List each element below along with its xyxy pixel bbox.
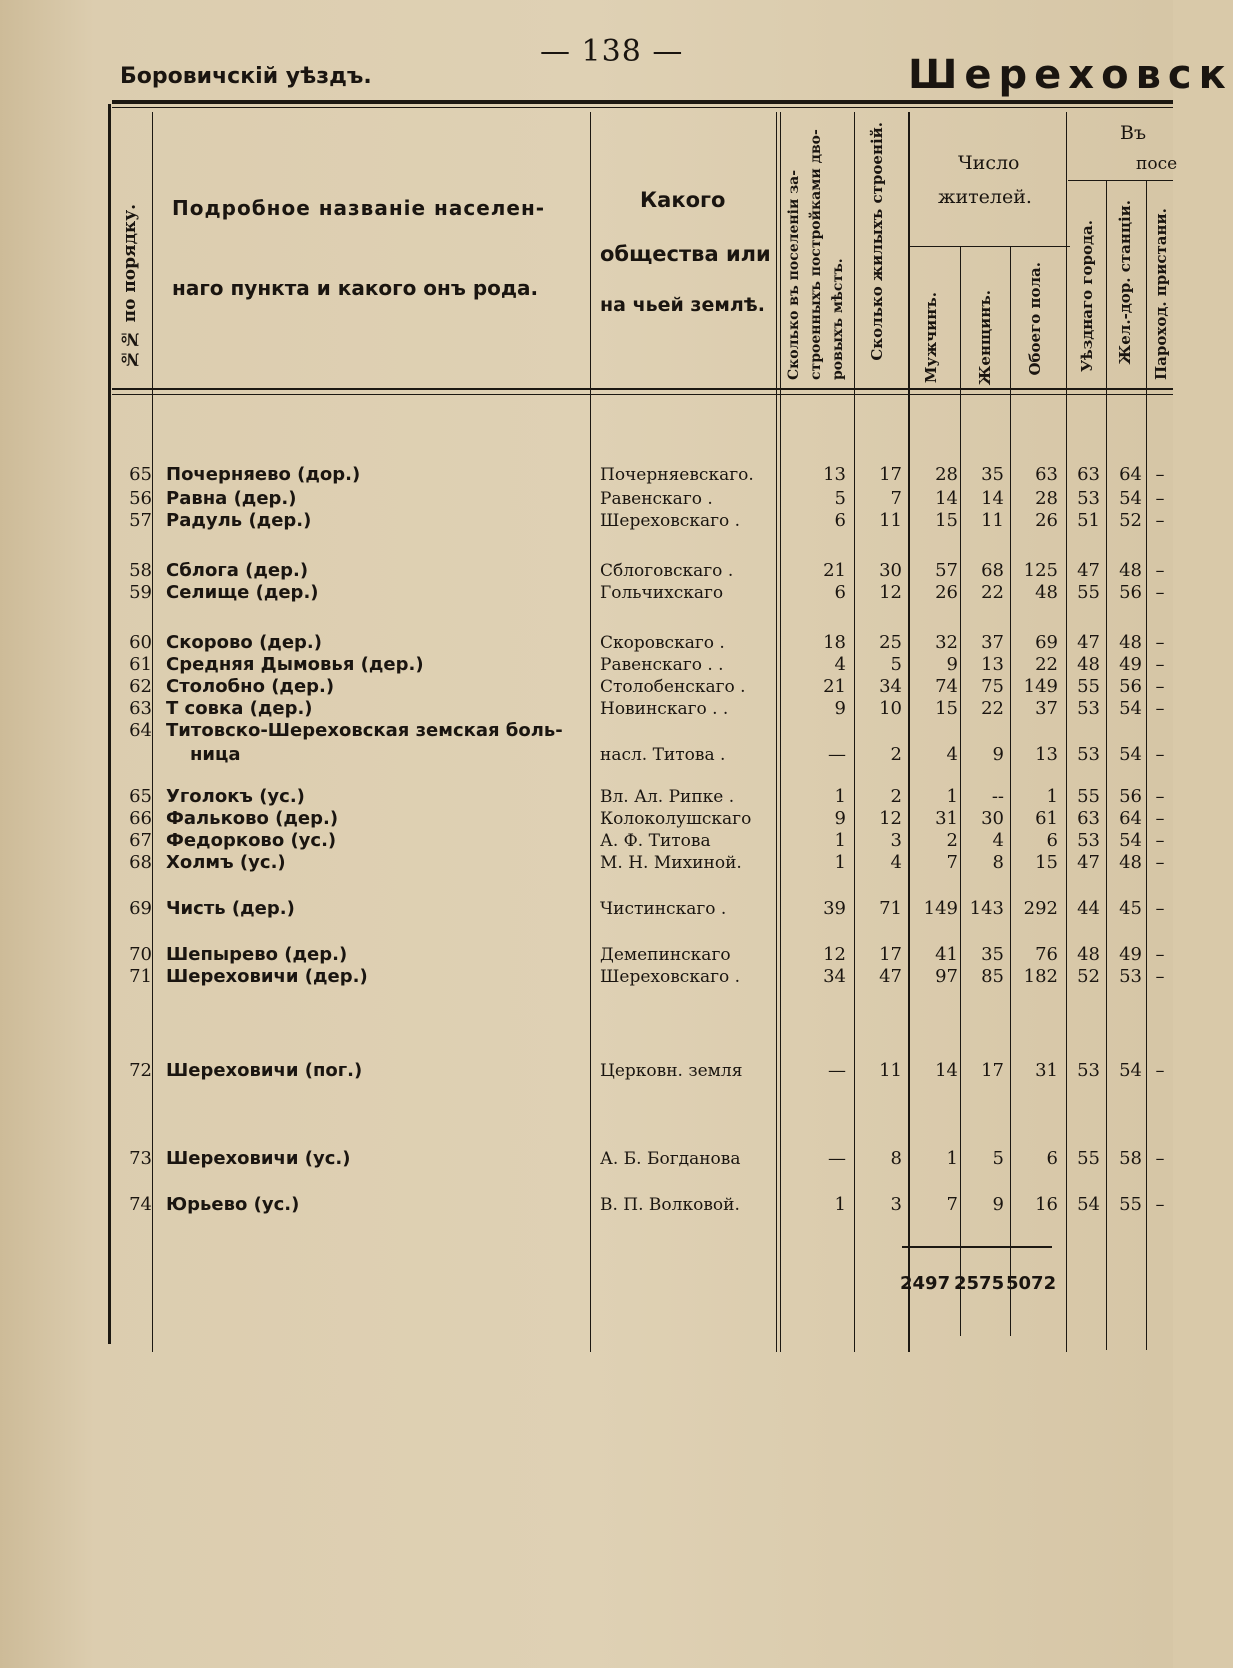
row-rail-distance: 56 <box>1119 676 1142 697</box>
row-male: 32 <box>935 632 958 653</box>
row-plots: 4 <box>834 654 846 675</box>
row-both: 26 <box>1035 510 1058 531</box>
row-rail-distance: 64 <box>1119 808 1142 829</box>
header-name-line1: Подробное названіе населен- <box>172 196 546 220</box>
row-female: 17 <box>981 1060 1004 1081</box>
row-both: 76 <box>1035 944 1058 965</box>
row-settlement-name: Т совка (дер.) <box>166 698 313 719</box>
row-both: 31 <box>1035 1060 1058 1081</box>
table-row <box>0 654 1173 676</box>
row-both: 28 <box>1035 488 1058 509</box>
row-town-distance: 53 <box>1077 744 1100 765</box>
row-female: 9 <box>992 1194 1004 1215</box>
header-distance-line2: посе <box>1136 154 1178 174</box>
row-society: В. П. Волковой. <box>600 1195 740 1215</box>
row-pier-distance: – <box>1155 944 1165 965</box>
row-plots: 1 <box>834 830 846 851</box>
row-buildings: 12 <box>879 808 902 829</box>
row-female: 35 <box>981 944 1004 965</box>
row-female: 35 <box>981 464 1004 485</box>
row-male: 4 <box>946 744 958 765</box>
row-both: 292 <box>1023 898 1058 919</box>
row-rail-distance: 48 <box>1119 632 1142 653</box>
row-female: 68 <box>981 560 1004 581</box>
row-plots: 1 <box>834 852 846 873</box>
district-title: Боровичскій уѣздъ. <box>120 64 372 89</box>
header-town: Уѣзднаго города. <box>1078 220 1096 373</box>
row-both: 16 <box>1035 1194 1058 1215</box>
row-pier-distance: – <box>1155 488 1165 509</box>
row-buildings: 47 <box>879 966 902 987</box>
row-both: 182 <box>1023 966 1058 987</box>
row-town-distance: 47 <box>1077 560 1100 581</box>
total-female: 2575 <box>954 1273 1005 1294</box>
header-plots: Сколько въ поселеніи за-строенныхъ постройками дво-ровыхъ мѣстъ. <box>786 129 846 380</box>
row-male: 2 <box>946 830 958 851</box>
row-settlement-name: Равна (дер.) <box>166 488 297 509</box>
row-plots: 21 <box>823 560 846 581</box>
header-distance-line1: Въ <box>1120 122 1147 144</box>
row-female: 85 <box>981 966 1004 987</box>
row-female: 14 <box>981 488 1004 509</box>
row-settlement-name: Столобно (дер.) <box>166 676 335 697</box>
row-rail-distance: 48 <box>1119 852 1142 873</box>
row-town-distance: 53 <box>1077 830 1100 851</box>
row-settlement-name: Шереховичи (пог.) <box>166 1060 363 1081</box>
row-town-distance: 47 <box>1077 632 1100 653</box>
row-pier-distance: – <box>1155 654 1165 675</box>
row-society: Новинскаго . . <box>600 699 729 719</box>
row-male: 9 <box>946 654 958 675</box>
row-settlement-name: Сблога (дер.) <box>166 560 309 581</box>
row-rail-distance: 54 <box>1119 1060 1142 1081</box>
row-society: Почерняевскаго. <box>600 465 754 485</box>
row-rail-distance: 53 <box>1119 966 1142 987</box>
row-plots: — <box>828 744 846 765</box>
row-number: 70 <box>129 944 152 965</box>
row-female: -- <box>991 786 1004 807</box>
table-row <box>0 966 1173 988</box>
residents-subrule <box>910 246 1070 247</box>
table-row <box>0 698 1173 720</box>
row-rail-distance: 48 <box>1119 560 1142 581</box>
row-town-distance: 55 <box>1077 1148 1100 1169</box>
row-buildings: 71 <box>879 898 902 919</box>
row-number: 73 <box>129 1148 152 1169</box>
row-buildings: 11 <box>879 510 902 531</box>
row-both: 6 <box>1046 1148 1058 1169</box>
total-both: 5072 <box>1006 1273 1057 1294</box>
row-pier-distance: – <box>1155 744 1165 765</box>
row-rail-distance: 55 <box>1119 1194 1142 1215</box>
row-pier-distance: – <box>1155 966 1165 987</box>
row-settlement-name: Шереховичи (дер.) <box>166 966 368 987</box>
row-buildings: 4 <box>890 852 902 873</box>
col-rule <box>1146 180 1147 1350</box>
row-settlement-name: Радуль (дер.) <box>166 510 312 531</box>
row-settlement-name: Шепырево (дер.) <box>166 944 348 965</box>
row-town-distance: 48 <box>1077 944 1100 965</box>
header-rail: Жел.-дор. станціи. <box>1116 200 1134 365</box>
row-both: 48 <box>1035 582 1058 603</box>
row-both: 63 <box>1035 464 1058 485</box>
row-buildings: 8 <box>890 1148 902 1169</box>
row-society: Чистинскаго . <box>600 899 727 919</box>
row-number: 57 <box>129 510 152 531</box>
table-row <box>0 1060 1173 1082</box>
table-row <box>0 720 1173 765</box>
total-male: 2497 <box>900 1273 951 1294</box>
table-row <box>0 632 1173 654</box>
row-town-distance: 47 <box>1077 852 1100 873</box>
row-female: 5 <box>992 1148 1004 1169</box>
table-row <box>0 852 1173 874</box>
header-name-line2: наго пункта и какого онъ рода. <box>172 276 539 300</box>
row-pier-distance: – <box>1155 808 1165 829</box>
row-society: Столобенскаго . <box>600 677 746 697</box>
page-number: — 138 — <box>540 34 684 69</box>
row-number: 60 <box>129 632 152 653</box>
row-society: А. Б. Богданова <box>600 1149 741 1169</box>
row-number: 69 <box>129 898 152 919</box>
table-row <box>0 676 1173 698</box>
row-female: 37 <box>981 632 1004 653</box>
header-society-line2: общества или <box>600 242 771 266</box>
row-male: 149 <box>923 898 958 919</box>
table-row <box>0 510 1173 532</box>
table-row <box>0 582 1173 604</box>
header-residents-line2: жителей. <box>938 186 1032 208</box>
row-town-distance: 55 <box>1077 582 1100 603</box>
row-rail-distance: 54 <box>1119 830 1142 851</box>
table-row <box>0 1194 1173 1216</box>
header-residents-line1: Число <box>958 152 1020 174</box>
row-settlement-name-cont: ница <box>190 744 241 765</box>
row-male: 97 <box>935 966 958 987</box>
row-society: Вл. Ал. Рипке . <box>600 787 735 807</box>
row-number: 64 <box>129 720 152 741</box>
row-settlement-name: Фальково (дер.) <box>166 808 339 829</box>
row-both: 6 <box>1046 830 1058 851</box>
row-male: 1 <box>946 1148 958 1169</box>
row-society: М. Н. Михиной. <box>600 853 742 873</box>
header-male: Мужчинъ. <box>922 292 940 384</box>
row-buildings: 34 <box>879 676 902 697</box>
row-both: 149 <box>1023 676 1058 697</box>
table-row <box>0 560 1173 582</box>
row-number: 61 <box>129 654 152 675</box>
row-male: 74 <box>935 676 958 697</box>
row-town-distance: 53 <box>1077 1060 1100 1081</box>
row-female: 4 <box>992 830 1004 851</box>
row-settlement-name: Уголокъ (ус.) <box>166 786 305 807</box>
row-town-distance: 51 <box>1077 510 1100 531</box>
header-pier: Пароход. пристани. <box>1152 208 1170 380</box>
row-number: 58 <box>129 560 152 581</box>
top-rule-thin <box>112 107 1173 108</box>
row-town-distance: 54 <box>1077 1194 1100 1215</box>
row-settlement-name: Холмъ (ус.) <box>166 852 286 873</box>
row-rail-distance: 54 <box>1119 698 1142 719</box>
header-rule <box>112 388 1173 390</box>
row-rail-distance: 49 <box>1119 654 1142 675</box>
row-both: 13 <box>1035 744 1058 765</box>
row-pier-distance: – <box>1155 632 1165 653</box>
row-plots: 9 <box>834 698 846 719</box>
table-row <box>0 786 1173 808</box>
row-number: 59 <box>129 582 152 603</box>
row-both: 69 <box>1035 632 1058 653</box>
row-society: Равенскаго . . <box>600 655 724 675</box>
row-pier-distance: – <box>1155 510 1165 531</box>
row-settlement-name: Почерняево (дор.) <box>166 464 361 485</box>
row-plots: 21 <box>823 676 846 697</box>
row-buildings: 11 <box>879 1060 902 1081</box>
row-male: 26 <box>935 582 958 603</box>
row-plots: 18 <box>823 632 846 653</box>
row-both: 22 <box>1035 654 1058 675</box>
row-male: 7 <box>946 1194 958 1215</box>
row-number: 65 <box>129 786 152 807</box>
row-pier-distance: – <box>1155 1194 1165 1215</box>
row-buildings: 7 <box>890 488 902 509</box>
row-buildings: 2 <box>890 786 902 807</box>
row-rail-distance: 64 <box>1119 464 1142 485</box>
row-society: насл. Титова . <box>600 745 726 765</box>
table-row <box>0 464 1173 486</box>
row-rail-distance: 54 <box>1119 488 1142 509</box>
row-buildings: 12 <box>879 582 902 603</box>
row-town-distance: 55 <box>1077 786 1100 807</box>
row-rail-distance: 58 <box>1119 1148 1142 1169</box>
row-buildings: 5 <box>890 654 902 675</box>
row-pier-distance: – <box>1155 898 1165 919</box>
row-number: 56 <box>129 488 152 509</box>
row-pier-distance: – <box>1155 852 1165 873</box>
row-buildings: 25 <box>879 632 902 653</box>
top-rule <box>112 100 1173 104</box>
row-female: 9 <box>992 744 1004 765</box>
row-society: Шереховскаго . <box>600 511 741 531</box>
row-plots: 5 <box>834 488 846 509</box>
row-female: 143 <box>969 898 1004 919</box>
row-pier-distance: – <box>1155 1060 1165 1081</box>
row-town-distance: 55 <box>1077 676 1100 697</box>
row-female: 8 <box>992 852 1004 873</box>
row-male: 15 <box>935 698 958 719</box>
row-pier-distance: – <box>1155 560 1165 581</box>
row-both: 61 <box>1035 808 1058 829</box>
row-male: 7 <box>946 852 958 873</box>
row-male: 57 <box>935 560 958 581</box>
distance-subrule <box>1068 180 1173 181</box>
row-buildings: 10 <box>879 698 902 719</box>
row-number: 66 <box>129 808 152 829</box>
row-number: 63 <box>129 698 152 719</box>
row-plots: — <box>828 1060 846 1081</box>
row-number: 67 <box>129 830 152 851</box>
header-society-line3: на чьей землѣ. <box>600 294 766 316</box>
row-plots: 12 <box>823 944 846 965</box>
row-society: Церковн. земля <box>600 1061 743 1081</box>
row-society: Сблоговскаго . <box>600 561 734 581</box>
row-female: 30 <box>981 808 1004 829</box>
row-plots: — <box>828 1148 846 1169</box>
row-settlement-name: Титовско-Шереховская земская боль- <box>166 720 563 741</box>
row-society: А. Ф. Титова <box>600 831 711 851</box>
row-society: Гольчихскаго <box>600 583 724 603</box>
row-buildings: 30 <box>879 560 902 581</box>
row-both: 125 <box>1023 560 1058 581</box>
header-rule-thin <box>112 394 1173 395</box>
row-plots: 1 <box>834 1194 846 1215</box>
volost-title: Шереховск <box>908 52 1233 98</box>
row-settlement-name: Юрьево (ус.) <box>166 1194 300 1215</box>
row-society: Шереховскаго . <box>600 967 741 987</box>
table-row <box>0 1148 1173 1170</box>
row-both: 15 <box>1035 852 1058 873</box>
row-settlement-name: Федорково (ус.) <box>166 830 337 851</box>
row-rail-distance: 52 <box>1119 510 1142 531</box>
row-female: 11 <box>981 510 1004 531</box>
row-settlement-name: Селище (дер.) <box>166 582 319 603</box>
row-pier-distance: – <box>1155 464 1165 485</box>
row-female: 75 <box>981 676 1004 697</box>
row-town-distance: 48 <box>1077 654 1100 675</box>
row-number: 71 <box>129 966 152 987</box>
row-number: 74 <box>129 1194 152 1215</box>
row-town-distance: 53 <box>1077 488 1100 509</box>
row-town-distance: 44 <box>1077 898 1100 919</box>
row-female: 22 <box>981 582 1004 603</box>
row-pier-distance: – <box>1155 676 1165 697</box>
totals-rule <box>902 1246 1052 1248</box>
row-society: Скоровскаго . <box>600 633 725 653</box>
row-buildings: 3 <box>890 1194 902 1215</box>
row-pier-distance: – <box>1155 786 1165 807</box>
table-row <box>0 808 1173 830</box>
row-rail-distance: 45 <box>1119 898 1142 919</box>
row-number: 72 <box>129 1060 152 1081</box>
row-society: Колоколушскаго <box>600 809 752 829</box>
row-pier-distance: – <box>1155 1148 1165 1169</box>
row-plots: 6 <box>834 582 846 603</box>
row-town-distance: 53 <box>1077 698 1100 719</box>
row-both: 37 <box>1035 698 1058 719</box>
row-rail-distance: 54 <box>1119 744 1142 765</box>
row-town-distance: 63 <box>1077 808 1100 829</box>
row-plots: 9 <box>834 808 846 829</box>
row-rail-distance: 56 <box>1119 582 1142 603</box>
header-both: Обоего пола. <box>1026 262 1044 376</box>
row-pier-distance: – <box>1155 830 1165 851</box>
row-settlement-name: Шереховичи (ус.) <box>166 1148 351 1169</box>
table-row <box>0 488 1173 510</box>
row-buildings: 17 <box>879 944 902 965</box>
row-society: Равенскаго . <box>600 489 713 509</box>
row-plots: 6 <box>834 510 846 531</box>
row-male: 31 <box>935 808 958 829</box>
row-number: 65 <box>129 464 152 485</box>
row-rail-distance: 56 <box>1119 786 1142 807</box>
row-buildings: 2 <box>890 744 902 765</box>
row-plots: 34 <box>823 966 846 987</box>
row-town-distance: 63 <box>1077 464 1100 485</box>
row-plots: 13 <box>823 464 846 485</box>
row-male: 41 <box>935 944 958 965</box>
header-num: №№ по порядку. <box>120 204 140 369</box>
table-row <box>0 830 1173 852</box>
row-pier-distance: – <box>1155 582 1165 603</box>
row-settlement-name: Средняя Дымовья (дер.) <box>166 654 424 675</box>
table-row <box>0 944 1173 966</box>
row-female: 13 <box>981 654 1004 675</box>
row-buildings: 17 <box>879 464 902 485</box>
row-society: Демепинскаго <box>600 945 731 965</box>
row-male: 14 <box>935 1060 958 1081</box>
row-settlement-name: Чисть (дер.) <box>166 898 295 919</box>
row-male: 14 <box>935 488 958 509</box>
row-pier-distance: – <box>1155 698 1165 719</box>
row-male: 15 <box>935 510 958 531</box>
row-male: 28 <box>935 464 958 485</box>
row-plots: 39 <box>823 898 846 919</box>
row-number: 62 <box>129 676 152 697</box>
row-buildings: 3 <box>890 830 902 851</box>
row-number: 68 <box>129 852 152 873</box>
table-row <box>0 898 1173 920</box>
row-rail-distance: 49 <box>1119 944 1142 965</box>
row-plots: 1 <box>834 786 846 807</box>
row-town-distance: 52 <box>1077 966 1100 987</box>
header-buildings: Сколько жилыхъ строеній. <box>868 122 886 361</box>
row-female: 22 <box>981 698 1004 719</box>
row-both: 1 <box>1046 786 1058 807</box>
header-female: Женщинъ. <box>976 290 994 386</box>
header-society-line1: Какого <box>640 188 726 212</box>
row-male: 1 <box>946 786 958 807</box>
row-settlement-name: Скорово (дер.) <box>166 632 322 653</box>
